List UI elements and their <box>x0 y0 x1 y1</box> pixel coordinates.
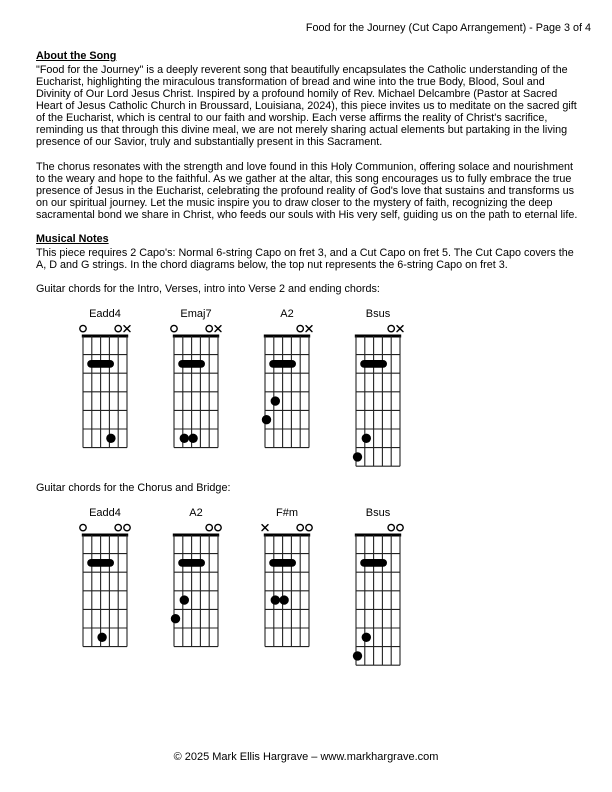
nut-bar <box>82 335 128 338</box>
finger-dot <box>271 595 280 604</box>
cut-capo-bar <box>178 559 205 567</box>
chord-diagram <box>161 308 231 455</box>
chord-grid-svg <box>161 322 231 450</box>
chord-diagram <box>252 507 322 654</box>
chord-diagram <box>70 507 140 654</box>
open-string-marker <box>388 524 394 530</box>
nut-bar <box>264 533 310 536</box>
chord-grid-svg <box>70 521 140 649</box>
finger-dot <box>106 434 115 443</box>
muted-string-marker <box>215 326 221 332</box>
open-string-marker <box>80 524 86 530</box>
cut-capo-bar <box>360 360 387 368</box>
page-header: Food for the Journey (Cut Capo Arrangement) - Page 3 of 4 <box>305 22 591 34</box>
chord-grid-svg <box>343 521 413 667</box>
finger-dot <box>171 614 180 623</box>
chord-grid-svg <box>70 322 140 450</box>
chord-diagram <box>70 308 140 455</box>
cut-capo-bar <box>87 559 114 567</box>
chord-grid-svg <box>161 521 231 649</box>
chord-grid-svg <box>343 322 413 468</box>
chord-section-label-verses: Guitar chords for the Intro, Verses, intro into Verse 2 and ending chords: <box>36 283 380 296</box>
muted-string-marker <box>397 326 403 332</box>
chord-diagram <box>343 308 413 473</box>
nut-bar <box>173 335 219 338</box>
chord-section-verses <box>36 283 579 473</box>
chord-row-verses <box>70 308 579 473</box>
chord-name: A2 <box>280 308 294 321</box>
finger-dot <box>362 632 371 641</box>
finger-dot <box>180 595 189 604</box>
chord-diagram <box>252 308 322 455</box>
nut-bar <box>355 533 401 536</box>
muted-string-marker <box>124 326 130 332</box>
musical-notes-heading: Musical Notes <box>36 233 109 246</box>
finger-dot <box>353 651 362 660</box>
open-string-marker <box>306 524 312 530</box>
nut-bar <box>264 335 310 338</box>
open-string-marker <box>115 326 121 332</box>
chord-name: F#m <box>276 506 298 519</box>
open-string-marker <box>124 524 130 530</box>
finger-dot <box>279 595 288 604</box>
open-string-marker <box>297 326 303 332</box>
about-heading: About the Song <box>36 50 117 62</box>
finger-dot <box>188 434 197 443</box>
muted-string-marker <box>262 524 268 530</box>
finger-dot <box>362 434 371 443</box>
chord-diagram <box>161 507 231 654</box>
nut-bar <box>82 533 128 536</box>
chord-row-chorus <box>70 507 579 672</box>
musical-notes-paragraph: This piece requires 2 Capo's: Normal 6-string Capo on fret 3, and a Cut Capo on fret 5. The Cut Capo covers the A, D and G strings. In the chord diagrams below, the top nut represents the 6-string Capo on fret 3. <box>36 246 574 272</box>
muted-string-marker <box>306 326 312 332</box>
nut-bar <box>173 533 219 536</box>
chord-section-label-chorus: Guitar chords for the Chorus and Bridge: <box>36 481 231 494</box>
open-string-marker <box>115 524 121 530</box>
open-string-marker <box>206 326 212 332</box>
open-string-marker <box>297 524 303 530</box>
about-paragraph-1: "Food for the Journey" is a deeply reverent song that beautifully encapsulates the Catholic understanding of the Eucharist, highlighting the miraculous transformation of bread and wine into the true Body, Blood, Soul and Divinity of Our Lord Jesus Christ. Inspired by a profound homily of Rev. Michael Delcambre (Pastor at Sacred Heart of Jesus Catholic Church in Broussard, Louisiana, 2024), this piece invites us to meditate on the sacred gift of the Eucharist, which is central to our faith and worship. Each verse affirms the reality of Christ's sacrifice, reminding us that through this divine meal, we are not merely sharing actual elements but partaking in the living presence of our Savior, truly and substantially present in this Sacrament. <box>36 63 577 149</box>
page-footer: © 2025 Mark Ellis Hargrave – www.markhargrave.com <box>173 751 439 763</box>
finger-dot <box>97 632 106 641</box>
chord-name: Eadd4 <box>89 506 121 519</box>
about-paragraph-2: The chorus resonates with the strength and love found in this Holy Communion, offering solace and nourishment to the weary and hope to the faithful. As we gather at the altar, this song encourages us to fully embrace the true presence of Jesus in the Eucharist, celebrating the profound reality of God's love that sustains and transforms us on our spiritual journey. Let the music inspire you to draw closer to the mystery of faith, recognizing the deep sacramental bond we share in Christ, who feeds our souls with His very self, guiding us on the path to eternal life. <box>36 160 578 222</box>
open-string-marker <box>397 524 403 530</box>
cut-capo-bar <box>269 559 296 567</box>
cut-capo-bar <box>87 360 114 368</box>
chord-section-chorus <box>36 482 579 672</box>
chord-name: A2 <box>189 506 203 519</box>
open-string-marker <box>388 326 394 332</box>
chord-name: Eadd4 <box>89 308 121 321</box>
open-string-marker <box>80 326 86 332</box>
finger-dot <box>271 397 280 406</box>
finger-dot <box>262 415 271 424</box>
cut-capo-bar <box>360 559 387 567</box>
finger-dot <box>353 453 362 462</box>
chord-name: Bsus <box>365 506 391 519</box>
chord-name: Bsus <box>365 308 391 321</box>
open-string-marker <box>206 524 212 530</box>
chord-diagram <box>343 507 413 672</box>
chord-grid-svg <box>252 322 322 450</box>
chord-name: Emaj7 <box>180 308 212 321</box>
open-string-marker <box>215 524 221 530</box>
finger-dot <box>180 434 189 443</box>
cut-capo-bar <box>178 360 205 368</box>
nut-bar <box>355 335 401 338</box>
open-string-marker <box>171 326 177 332</box>
cut-capo-bar <box>269 360 296 368</box>
chord-grid-svg <box>252 521 322 649</box>
